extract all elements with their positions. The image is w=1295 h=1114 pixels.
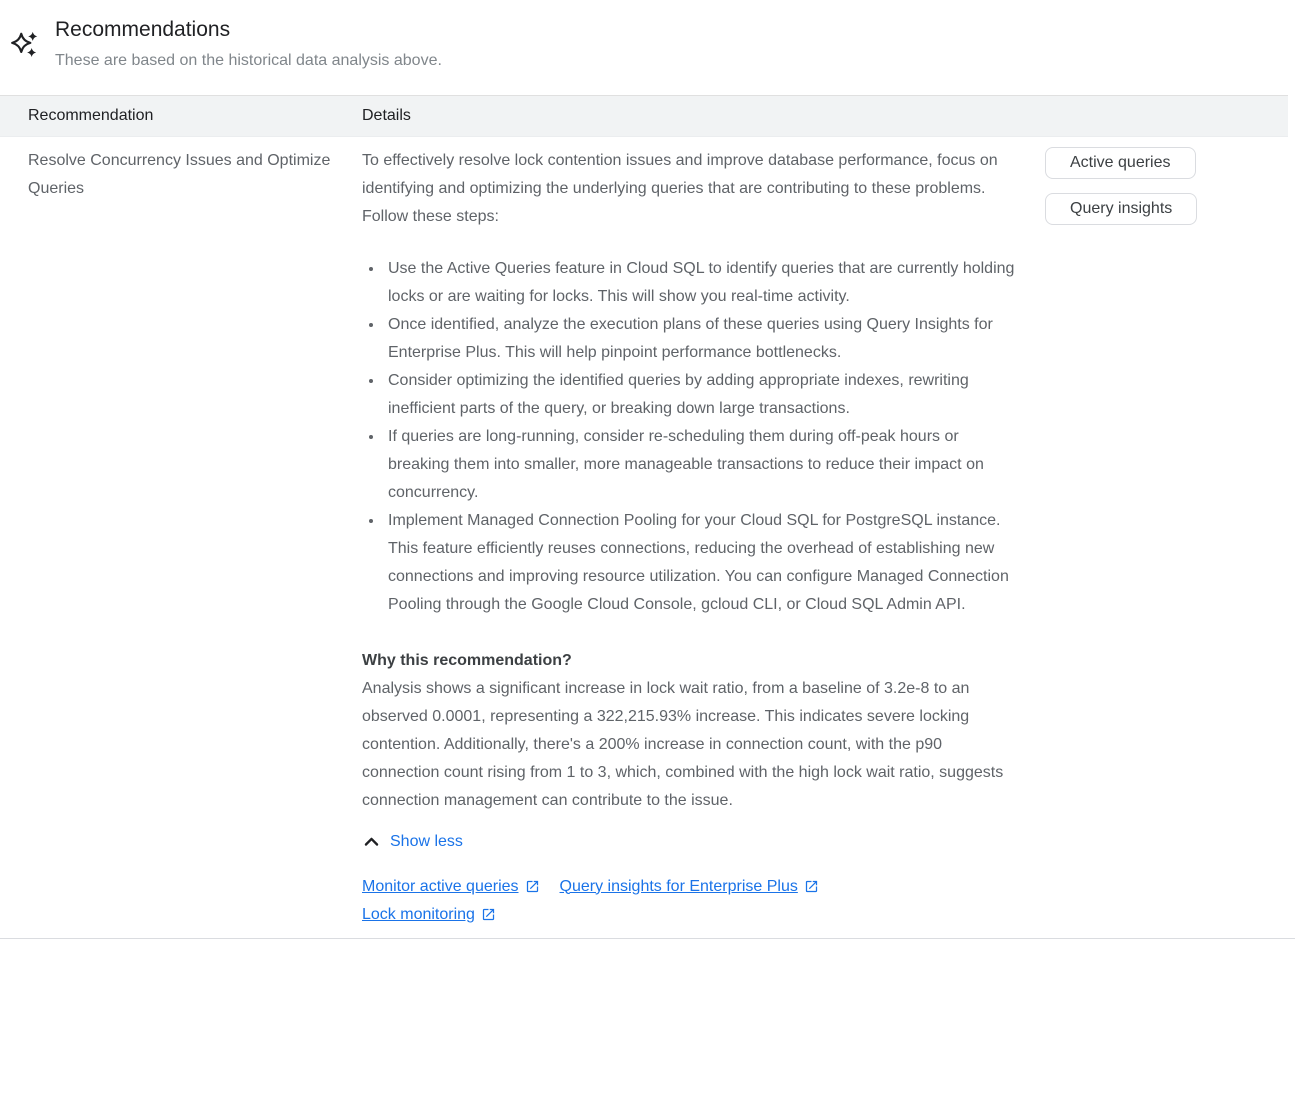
header-texts: [55, 16, 442, 72]
detail-bullet: • Once identified, analyze the execution plans of these queries using Query Insights for Enterprise Plus. This will help pinpoint performance bottlenecks.: [384, 311, 1016, 367]
reference-links: [362, 873, 922, 929]
actions-cell: [1016, 145, 1295, 929]
gemini-sparkle-icon: [10, 26, 40, 64]
details-intro: To effectively resolve lock contention issues and improve database performance, focus on identifying and optimizing the underlying queries that are contributing to these problems. Follow these steps:: [362, 152, 998, 225]
table-header-row: [0, 95, 1288, 137]
link-monitor-active-queries[interactable]: [362, 873, 540, 901]
detail-bullet: • Implement Managed Connection Pooling for your Cloud SQL for PostgreSQL instance. This feature efficiently reuses connections, reducing the overhead of establishing new connections and improving resource utilization. You can configure Managed Connection Pooling through the Google Cloud Console, gcloud CLI, or Cloud SQL Admin API.: [384, 507, 1016, 619]
page-subtitle: These are based on the historical data analysis above.: [55, 52, 442, 69]
column-header-details: Details: [362, 107, 411, 124]
show-less-button[interactable]: [362, 831, 463, 853]
details-bullet-list: [362, 255, 1016, 619]
link-label: Lock monitoring: [362, 905, 475, 923]
why-recommendation-text: Analysis shows a significant increase in lock wait ratio, from a baseline of 3.2e-8 to an observed 0.0001, representing a 322,215.93% increase. This indicates severe locking contention. Additionally, there's a 200% increase in connection count, with the p90 connection count rising from 1 to 3, which, combined with the high lock wait ratio, suggests connection management can contribute to the issue.: [362, 680, 1004, 809]
page-title: Recommendations: [55, 18, 231, 41]
detail-bullet: • Consider optimizing the identified queries by adding appropriate indexes, rewriting inefficient parts of the query, or breaking down large transactions.: [384, 367, 1016, 423]
query-insights-chip[interactable]: Query insights: [1045, 193, 1197, 225]
link-label: Monitor active queries: [362, 877, 519, 895]
external-link-icon: [519, 879, 540, 894]
link-lock-monitoring[interactable]: [362, 901, 496, 929]
link-label: Query insights for Enterprise Plus: [559, 877, 798, 895]
chevron-up-icon: [362, 833, 381, 852]
link-query-insights-enterprise-plus[interactable]: [560, 873, 819, 901]
action-chips: [1045, 145, 1295, 225]
detail-bullet: • If queries are long-running, consider re-scheduling them during off-peak hours or breaking them into smaller, more manageable transactions to reduce their impact on concurrency.: [384, 423, 1016, 507]
column-header-recommendation: Recommendation: [28, 107, 154, 124]
detail-bullet: • Use the Active Queries feature in Cloud SQL to identify queries that are currently holding locks or are waiting for locks. This will show you real-time activity.: [384, 255, 1016, 311]
external-link-icon: [475, 907, 496, 922]
show-less-label: Show less: [390, 833, 463, 850]
recommendations-header: [0, 0, 1295, 72]
details-cell: [362, 145, 1016, 929]
table-row: [0, 137, 1295, 939]
why-recommendation-heading: Why this recommendation?: [362, 652, 572, 669]
recommendations-table: [0, 95, 1295, 939]
external-link-icon: [798, 879, 819, 894]
recommendation-title: Resolve Concurrency Issues and Optimize Queries: [28, 152, 331, 197]
active-queries-chip[interactable]: Active queries: [1045, 147, 1196, 179]
